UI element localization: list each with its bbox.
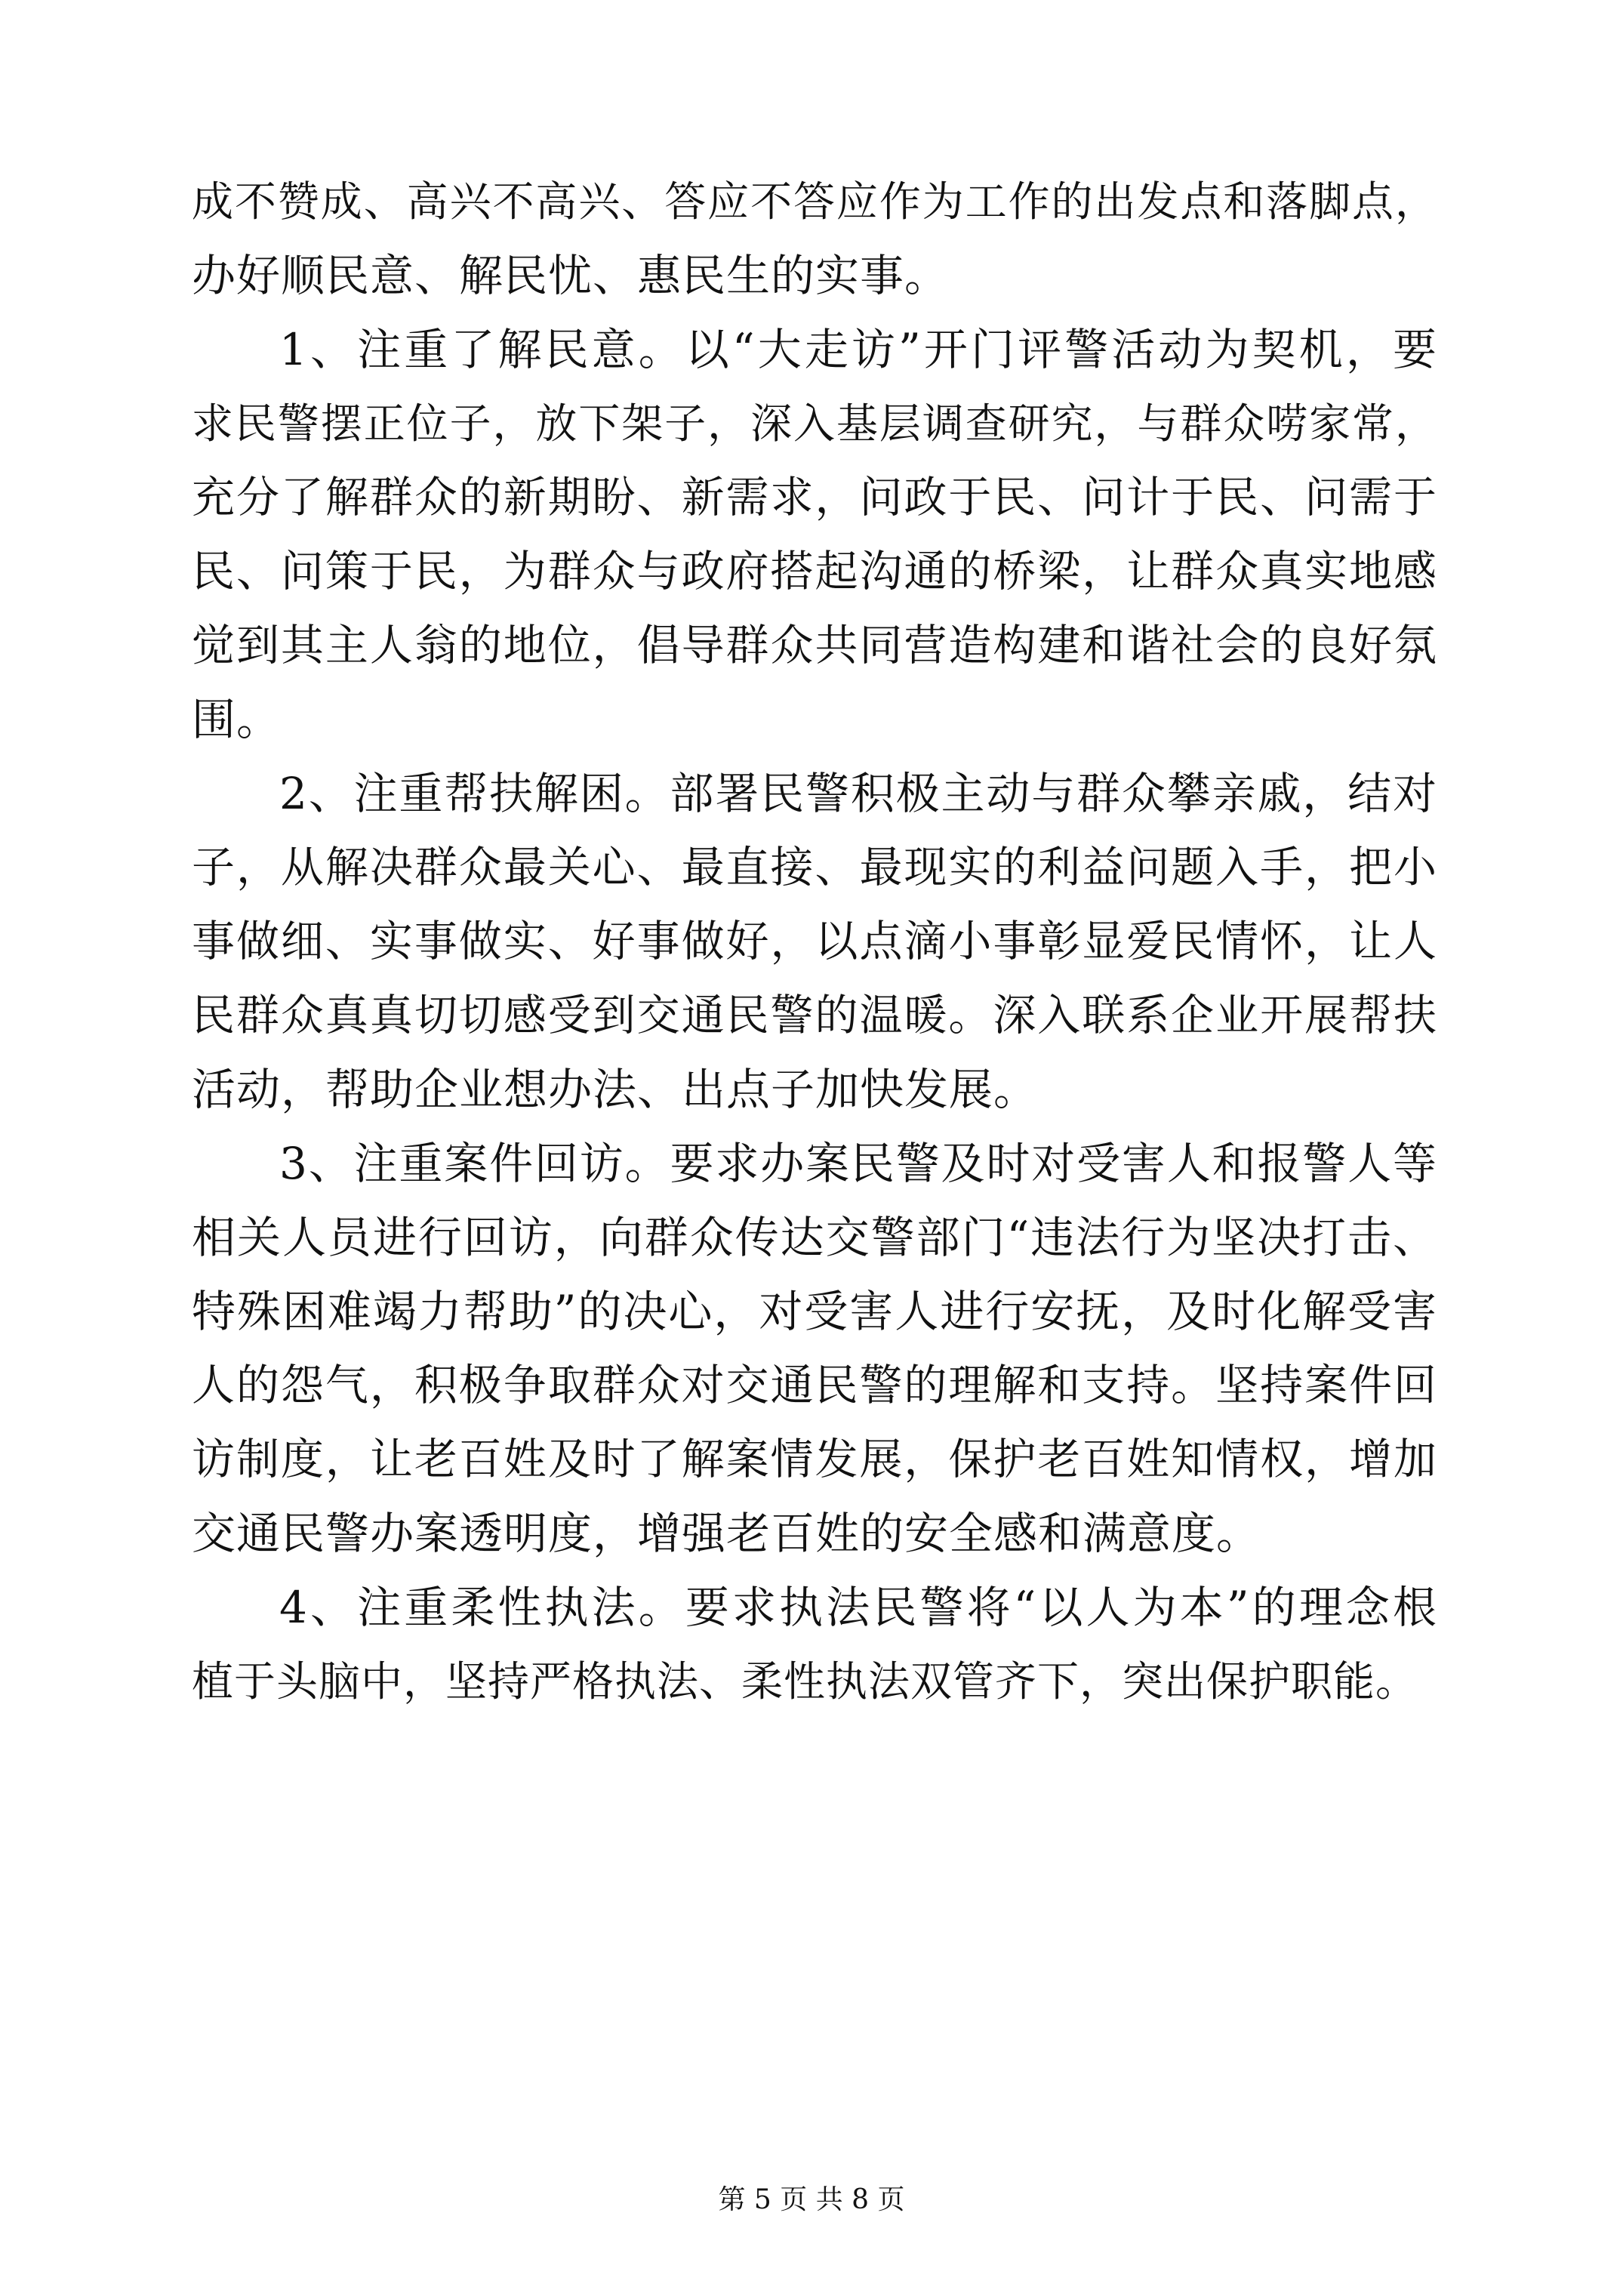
document-body <box>192 165 1437 1718</box>
paragraph-line: 1、注重了解民意。以“大走访”开门评警活动为契机，要 <box>279 324 1437 375</box>
paragraph-line: 民群众真真切切感受到交通民警的温暖。深入联系企业开展帮扶 <box>192 991 1437 1040</box>
paragraph-line: 植于头脑中，坚持严格执法、柔性执法双管齐下，突出保护职能。 <box>192 1657 1418 1706</box>
paragraph-line: 办好顺民意、解民忧、惠民生的实事。 <box>192 250 950 301</box>
paragraph-line: 事做细、实事做实、好事做好，以点滴小事彰显爱民情怀，让人 <box>192 917 1437 966</box>
page-number-footer: 第 5 页 共 8 页 <box>718 2184 905 2215</box>
paragraph-line: 充分了解群众的新期盼、新需求，问政于民、问计于民、问需于 <box>192 473 1437 522</box>
paragraph-line: 求民警摆正位子，放下架子，深入基层调查研究，与群众唠家常， <box>192 399 1437 448</box>
paragraph-line: 访制度，让老百姓及时了解案情发展，保护老百姓知情权，增加 <box>192 1435 1437 1484</box>
paragraph-line: 4、注重柔性执法。要求执法民警将“以人为本”的理念根 <box>279 1582 1437 1633</box>
paragraph-line: 特殊困难竭力帮助”的决心，对受害人进行安抚，及时化解受害 <box>192 1286 1437 1337</box>
paragraph-line: 活动，帮助企业想办法、出点子加快发展。 <box>192 1064 1039 1115</box>
paragraph-line: 觉到其主人翁的地位，倡导群众共同营造构建和谐社会的良好氛 <box>192 621 1437 670</box>
paragraph-line: 2、注重帮扶解困。部署民警积极主动与群众攀亲戚，结对 <box>279 768 1437 819</box>
paragraph-line: 子，从解决群众最关心、最直接、最现实的利益问题入手，把小 <box>192 843 1437 892</box>
paragraph-line: 人的怨气，积极争取群众对交通民警的理解和支持。坚持案件回 <box>192 1361 1437 1410</box>
paragraph-line: 民、问策于民，为群众与政府搭起沟通的桥梁，让群众真实地感 <box>192 547 1437 596</box>
paragraph-line: 成不赞成、高兴不高兴、答应不答应作为工作的出发点和落脚点， <box>192 177 1437 226</box>
paragraph-line: 3、注重案件回访。要求办案民警及时对受害人和报警人等 <box>279 1138 1437 1189</box>
paragraph-line: 围。 <box>192 694 282 745</box>
paragraph-line: 相关人员进行回访，向群众传达交警部门“违法行为坚决打击、 <box>192 1212 1437 1263</box>
paragraph-line: 交通民警办案透明度，增强老百姓的安全感和满意度。 <box>192 1508 1261 1559</box>
